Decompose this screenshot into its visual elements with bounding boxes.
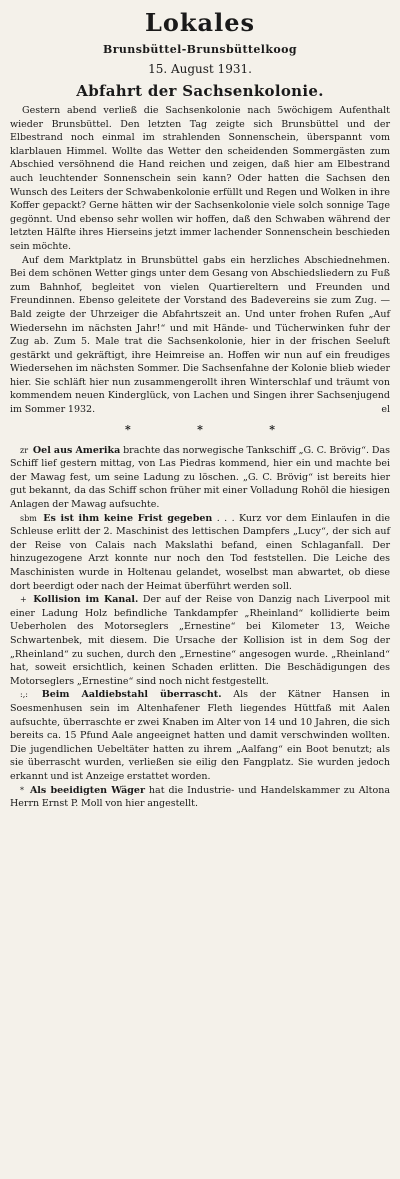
separator xyxy=(125,423,275,437)
news-mark: zr xyxy=(20,445,29,455)
article-paragraph xyxy=(10,254,390,417)
news-text: hat die Industrie- und Handelskammer zu Altona Herrn Ernst P. Moll von hier angestellt. xyxy=(10,784,390,810)
section-title: Lokales xyxy=(145,8,255,37)
separator-star: * xyxy=(125,422,131,436)
news-text: Als der Kätner Hansen in Soesmenhusen sein im Altenhafener Fleth liegendes Hüttfaß mit Aalen aufsuchte, überraschte er zwei Knaben im Alter von 14 und 10 Jahren, die sich bereits ca. 15 Pfund Aale angeeignet hatten und damit verschwinden wollten. Die jugendlichen Uebeltäter hatten zu ihrem „Aalfang“ ein Boot benutzt; als sie überrascht wurden, verließen sie eilig den Fangplatz. Sie wurden jedoch erkannt und ist Anzeige erstattet worden. xyxy=(10,689,390,782)
separator-star: * xyxy=(197,422,203,436)
article-paragraph-text: Auf dem Marktplatz in Brunsbüttel gabs ein herzliches Abschiednehmen. Bei dem schönen Wetter gings unter dem Gesang von Abschiedsliedern zu Fuß zum Bahnhof, begleitet von vielen Quartiereltern und Freunden und Freundinnen. Ebenso geleitete der Vorstand des Badevereins sie zum Zug. — Bald zeigte der Uhrzeiger die Abfahrtszeit an. Und unter frohen Rufen „Auf Wiedersehn im nächsten Jahr!“ und mit Hände- und Tücherwinken fuhr der Zug ab. Zum 5. Male trat die Sachsenkolonie, hier in der frischen Seeluft gestärkt und gekräftigt, ihre Heimreise an. Hoffen wir nun auf ein freudiges Wiedersehen im nächsten Sommer. Die Sachsenfahne der Kolonie blieb wieder hier. Sie schläft hier nun zusammengerollt ihren Winterschlaf und träumt von kommendem neuen Kinderglück, von Lachen und Singen ihrer Sachsenjugend im Sommer 1932. xyxy=(10,254,390,416)
news-list xyxy=(10,444,390,811)
news-text: brachte das norwegische Tankschiff „G. C. Brövig“. Das Schiff lief gestern mittag, von Las Piedras kommend, hier ein und machte bei der Mawag fest, um seine Ladung zu löschen. „G. C. Brövig“ ist bereits hier gut bekannt, da das Schiff schon früher mit einer Volladung Rohöl die hiesigen Anlagen der Mawag aufsuchte. xyxy=(10,444,390,511)
article-signature: el xyxy=(381,404,390,416)
news-headline: Oel aus Amerika xyxy=(32,444,121,456)
news-mark: * xyxy=(20,785,24,795)
news-mark: sbm xyxy=(20,513,37,523)
news-mark: :,: xyxy=(20,690,28,700)
news-text: Der auf der Reise von Danzig nach Liverpool mit einer Ladung Holz befindliche Tankdampfer „Rheinland“ kollidierte beim Ueberholen des Motorseglers „Ernestine“ bei Kilometer 13, Weiche Schwartenbek, mit diesem. Die Ursache der Kollision ist in dem Sog der „Rheinland“ zu suchen, durch den „Ernestine“ angesogen wurde. „Rheinland“ hat, soweit ersichtlich, keinen Schaden erlitten. Die Beschädigungen des Motorseglers „Ernestine“ sind noch nicht festgestellt. xyxy=(10,594,390,687)
news-item xyxy=(10,512,390,594)
news-text: . . . Kurz vor dem Einlaufen in die Schleuse erlitt der 2. Maschinist des lettischen Dampfers „Lucy“, der sich auf der Reise von Calais nach Makslathi befand, einen Schlaganfall. Der hinzugezogene Arzt konnte nur noch den Tod feststellen. Die Leiche des Maschinisten wurde in Holtenau gelandet, woselbst man abwartet, ob diese dort beerdigt oder nach der Heimat überführt werden soll. xyxy=(10,512,391,592)
news-headline: Kollision im Kanal. xyxy=(33,594,139,606)
news-headline: Beim Aaldiebstahl überrascht. xyxy=(41,689,222,701)
news-item xyxy=(10,688,390,783)
separator-star: * xyxy=(269,422,275,436)
news-item xyxy=(10,444,390,512)
news-mark: + xyxy=(20,595,27,605)
date: 15. August 1931. xyxy=(148,62,252,76)
news-item xyxy=(10,593,390,688)
article-paragraph: Gestern abend verließ die Sachsenkolonie nach 5wöchigem Aufenthalt wieder Brunsbüttel. Den letzten Tag zeigte sich Brunsbüttel und der Elbestrand noch einmal im strahlenden Sonnenschein, überspannt vom klarblauen Himmel. Wollte das Wetter den scheidenden Sommergästen zum Abschied versöhnend die Hand reichen und zeigen, daß hier am Elbestrand auch leuchtender Sonnenschein sein kann? Oder hatten die Sachsen den Wunsch des Leiters der Schwabenkolonie erfüllt und Regen und Wolken in ihre Koffer gepackt? Gerne hätten wir der Sachsenkolonie viele solch sonnige Tage gegönnt. Und ebenso sehr wollen wir hoffen, daß den Schwaben während der letzten Hälfte ihres Hierseins jetzt immer lachender Sonnenschein beschieden sein möchte. xyxy=(10,105,390,252)
news-item xyxy=(10,784,390,811)
news-headline: Es ist ihm keine Frist gegeben xyxy=(43,512,213,524)
dateline: Brunsbüttel-Brunsbüttelkoog xyxy=(103,43,297,56)
news-headline: Als beeidigten Wäger xyxy=(29,784,145,796)
article-title: Abfahrt der Sachsenkolonie. xyxy=(76,82,324,100)
